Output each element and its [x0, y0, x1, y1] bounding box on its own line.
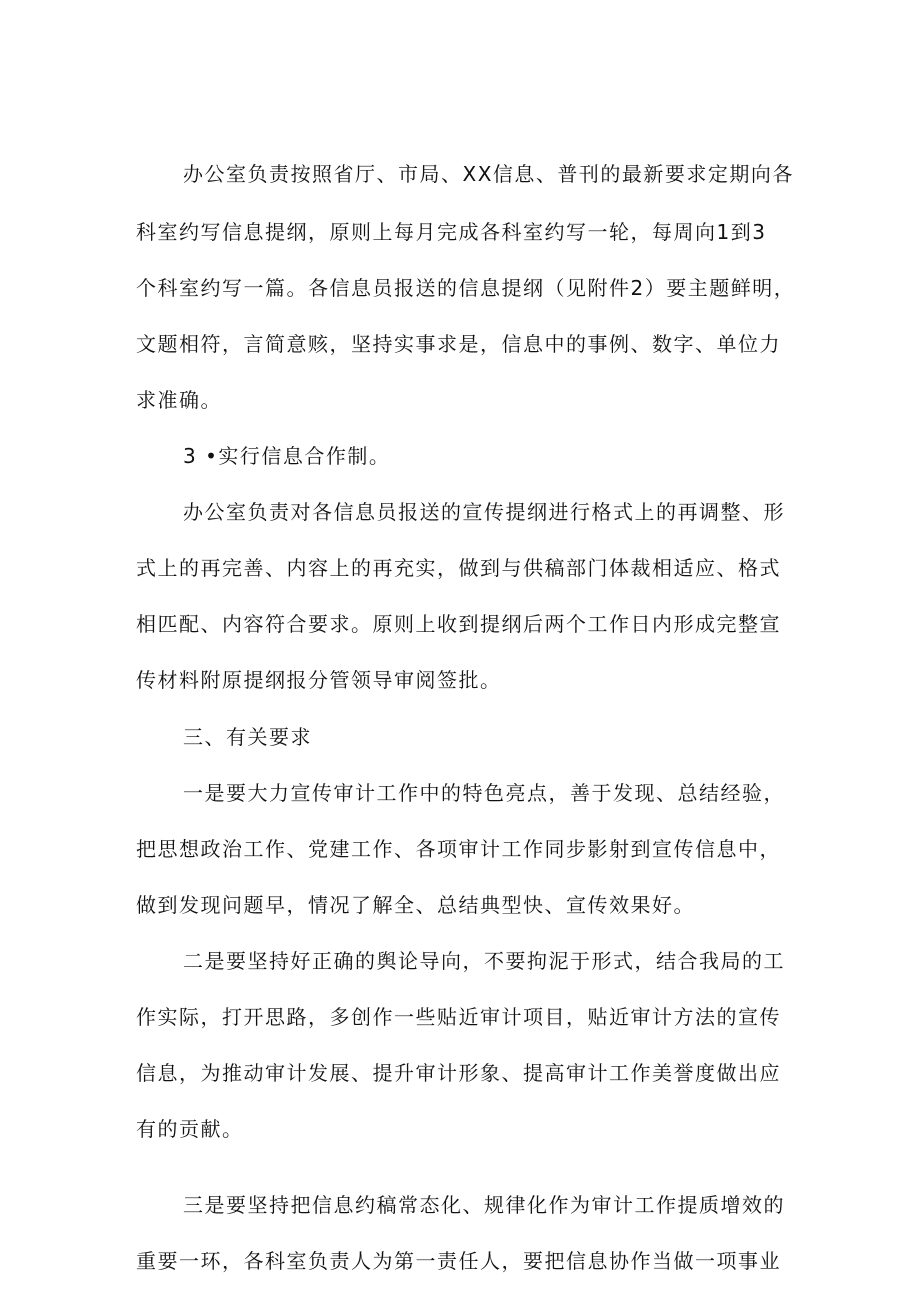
text-line: 三是要坚持把信息约稿常态化、规律化作为审计工作提质增效的	[183, 1193, 785, 1217]
text-line: 重要一环，各科室负责人为第一责任人，要把信息协作当做一项事业	[136, 1249, 781, 1273]
text-line: 传材料附原提纲报分管领导审阅签批。	[136, 668, 502, 692]
text-line: 一是要大力宣传审计工作中的特色亮点，善于发现、总结经验，	[183, 781, 785, 805]
text-line: 办公室负责对各信息员报送的宣传提纲进行格式上的再调整、形	[183, 500, 785, 524]
text-line: 个科室约写一篇。各信息员报送的信息提纲（见附件2）要主题鲜明，	[136, 276, 796, 300]
text-line: 求准确。	[136, 388, 222, 412]
text-line: 办公室负责按照省厅、市局、XX信息、普刊的最新要求定期向各	[183, 162, 794, 186]
text-line: 作实际，打开思路，多创作一些贴近审计项目，贴近审计方法的宣传	[136, 1005, 781, 1029]
text-line: 二是要坚持好正确的舆论导向，不要拘泥于形式，结合我局的工	[183, 949, 785, 973]
text-line: 式上的再完善、内容上的再充实，做到与供稿部门体裁相适应、格式	[136, 556, 781, 580]
text-line: 科室约写信息提纲，原则上每月完成各科室约写一轮，每周向1到3	[136, 220, 767, 244]
text-line: 把思想政治工作、党建工作、各项审计工作同步影射到宣传信息中，	[136, 837, 781, 861]
text-line: 有的贡献。	[136, 1117, 244, 1141]
subheading-cooperation: 3 •实行信息合作制。	[183, 444, 391, 468]
text-line: 相匹配、内容符合要求。原则上收到提纲后两个工作日内形成完整宣	[136, 612, 781, 636]
section-heading-requirements: 三、有关要求	[183, 725, 312, 749]
text-line: 信息，为推动审计发展、提升审计形象、提高审计工作美誉度做出应	[136, 1061, 781, 1085]
text-line: 文题相符，言简意赅，坚持实事求是，信息中的事例、数字、单位力	[136, 332, 781, 356]
text-line: 做到发现问题早，情况了解全、总结典型快、宣传效果好。	[136, 893, 695, 917]
